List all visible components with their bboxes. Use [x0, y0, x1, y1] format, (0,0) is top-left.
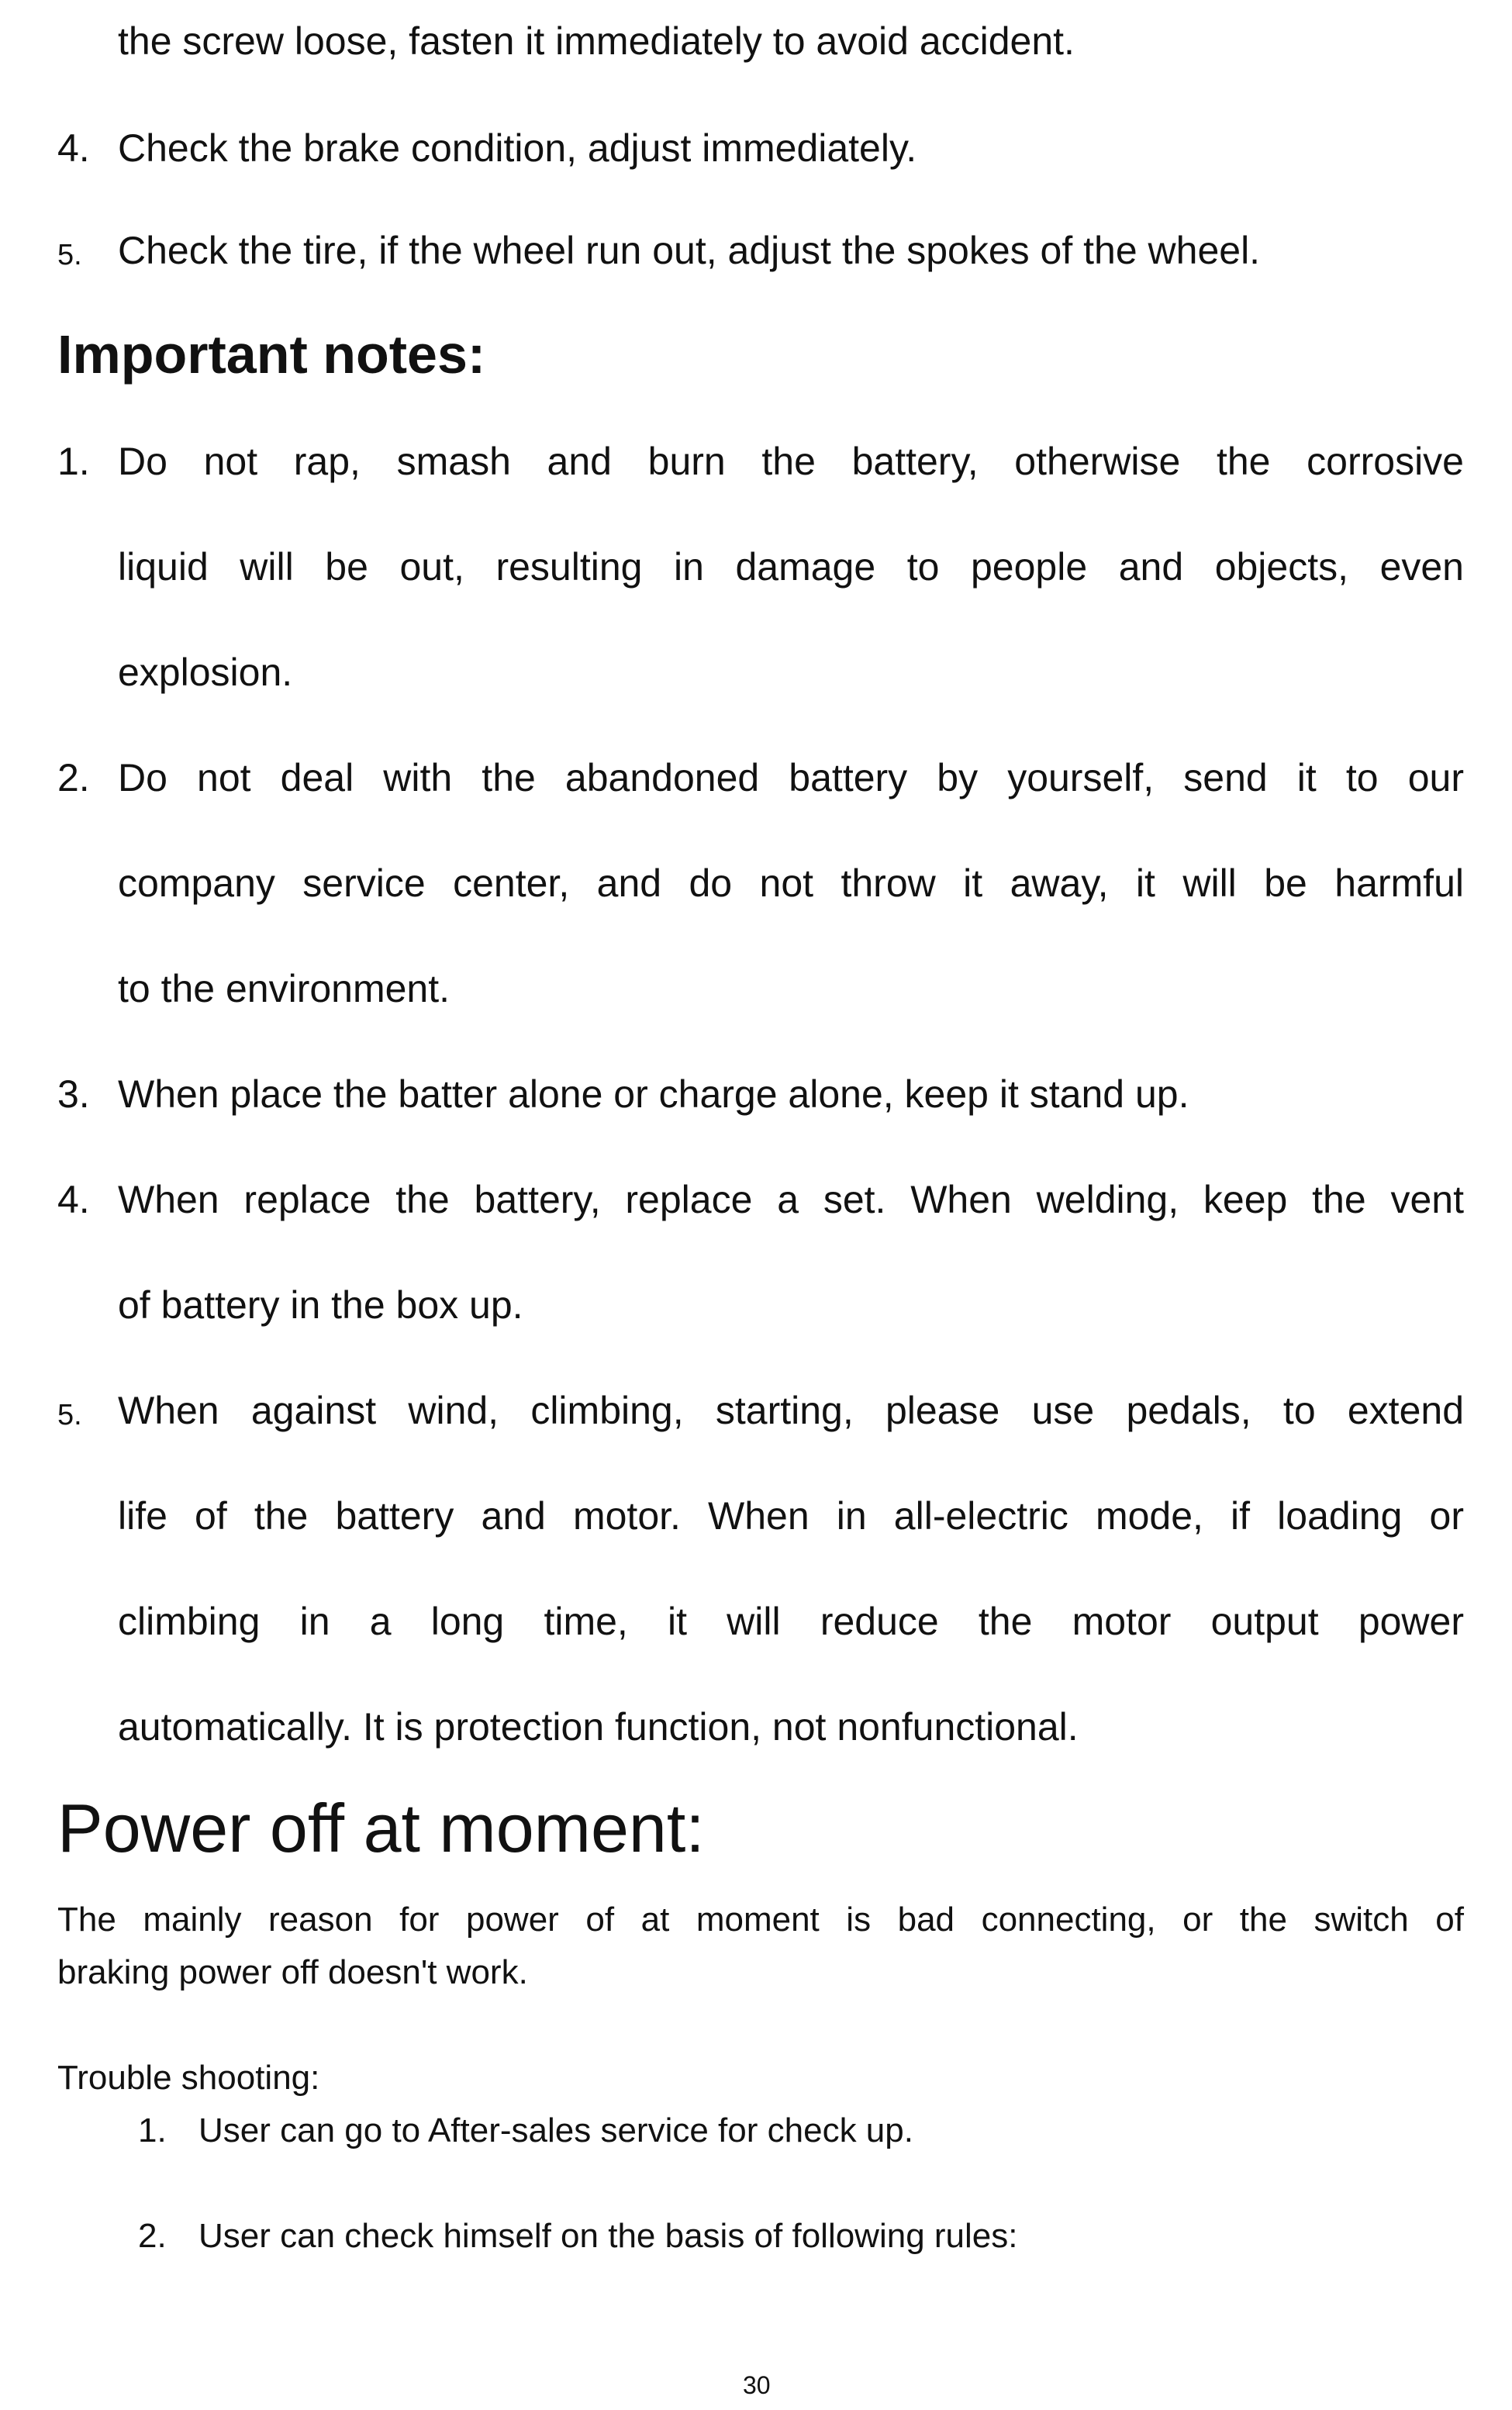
note-line: When against wind, climbing, starting, please use pedals, to extend — [118, 1389, 1464, 1432]
power-off-paragraph-line: braking power off doesn't work. — [57, 1953, 528, 1991]
note-number: 2. — [57, 756, 90, 799]
note-line: liquid will be out, resulting in damage to people and objects, even — [118, 545, 1464, 589]
note-line: of battery in the box up. — [118, 1283, 523, 1327]
note-line: explosion. — [118, 651, 293, 694]
note-line: Do not deal with the abandoned battery by yourself, send it to our — [118, 756, 1464, 799]
note-line: Do not rap, smash and burn the battery, otherwise the corrosive — [118, 440, 1464, 483]
note-line: When place the batter alone or charge alone, keep it stand up. — [118, 1072, 1189, 1116]
note-number: 3. — [57, 1072, 90, 1116]
note-number: 4. — [57, 1178, 90, 1221]
note-line: life of the battery and motor. When in all-electric mode, if loading or — [118, 1494, 1464, 1538]
note-line: climbing in a long time, it will reduce the motor output power — [118, 1600, 1464, 1643]
maintenance-item-text: Check the brake condition, adjust immediately. — [118, 126, 917, 170]
note-number: 5. — [57, 1399, 82, 1431]
maintenance-item-number: 5. — [57, 239, 82, 271]
important-notes-heading: Important notes: — [57, 324, 486, 385]
maintenance-item-number: 4. — [57, 126, 90, 170]
trouble-item-text: User can check himself on the basis of following rules: — [198, 2217, 1018, 2255]
trouble-shooting-label: Trouble shooting: — [57, 2059, 320, 2097]
trouble-item-text: User can go to After-sales service for check up. — [198, 2111, 913, 2149]
maintenance-item-text: Check the tire, if the wheel run out, adjust the spokes of the wheel. — [118, 229, 1261, 272]
page-number: 30 — [743, 2371, 771, 2399]
note-number: 1. — [57, 440, 90, 483]
note-line: to the environment. — [118, 967, 450, 1010]
note-line: When replace the battery, replace a set. When welding, keep the vent — [118, 1178, 1464, 1221]
continuation-line: the screw loose, fasten it immediately to avoid accident. — [118, 19, 1075, 63]
power-off-paragraph-line: The mainly reason for power of at moment is bad connecting, or the switch of — [57, 1901, 1464, 1939]
trouble-item-number: 1. — [138, 2111, 167, 2149]
note-line: automatically. It is protection function, not nonfunctional. — [118, 1705, 1079, 1749]
note-line: company service center, and do not throw it away, it will be harmful — [118, 861, 1464, 905]
power-off-heading: Power off at moment: — [57, 1790, 705, 1866]
trouble-item-number: 2. — [138, 2217, 167, 2255]
